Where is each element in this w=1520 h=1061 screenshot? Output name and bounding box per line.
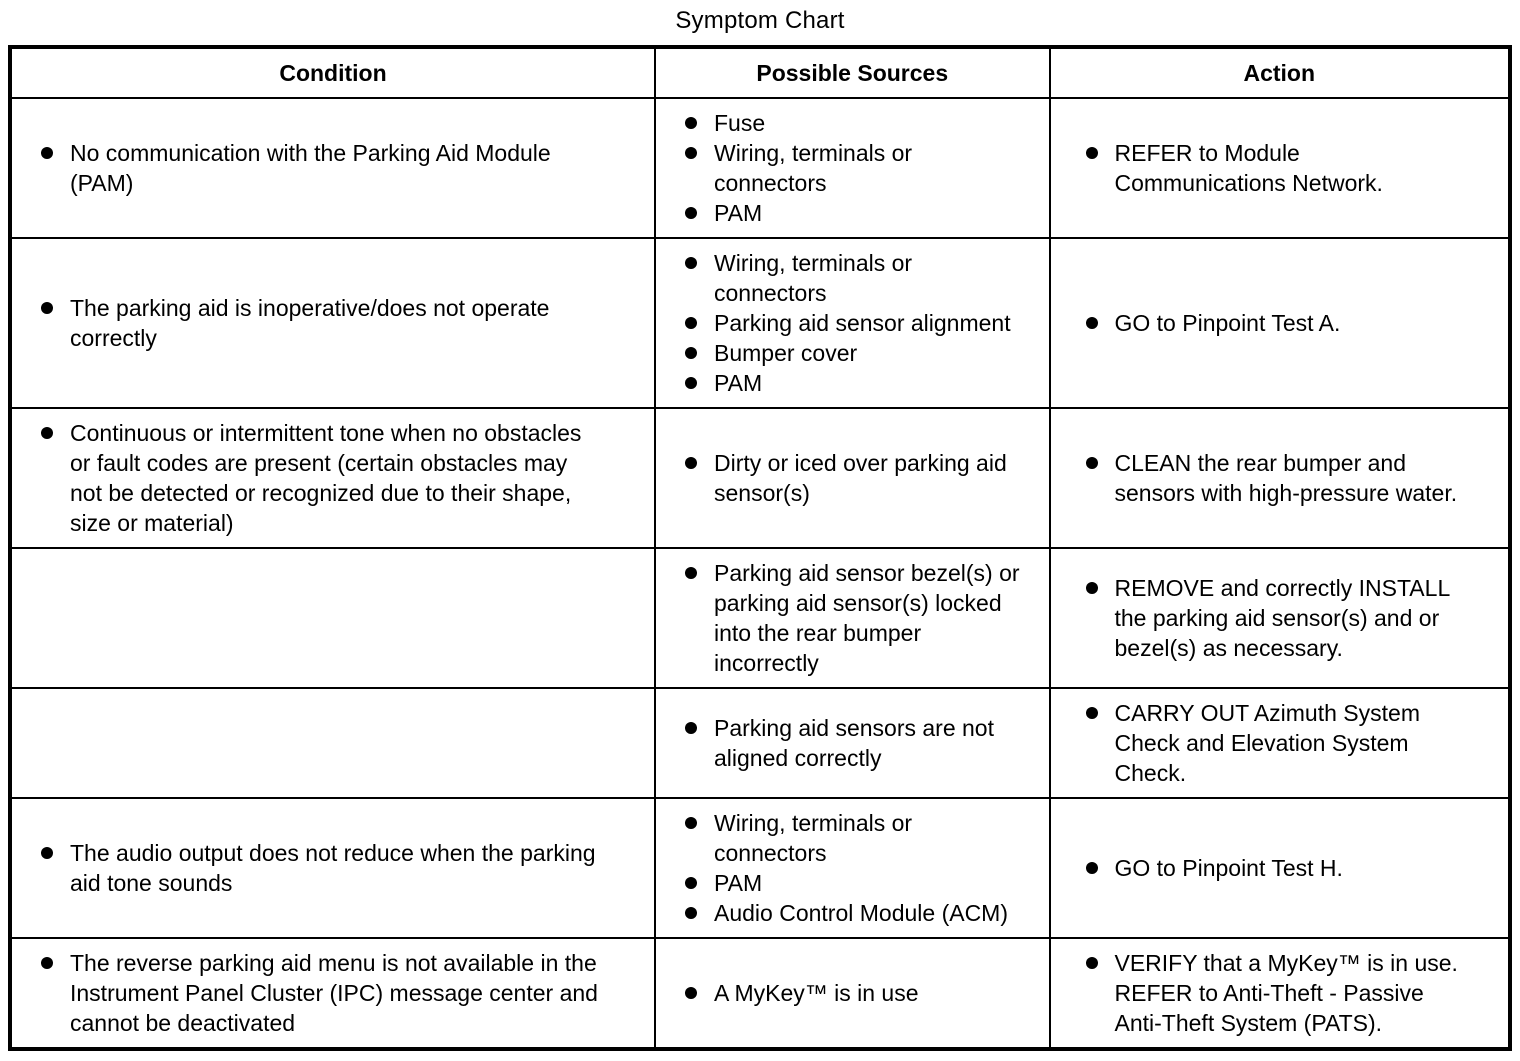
table-row bbox=[10, 98, 1510, 238]
sources-bullet-list bbox=[680, 108, 1025, 228]
cell-action bbox=[1050, 798, 1511, 938]
cell-condition bbox=[10, 238, 655, 408]
action-bullet-item: VERIFY that a MyKey™ is in use. REFER to Anti-Theft - Passive Anti-Theft System (PATS). bbox=[1081, 948, 1463, 1038]
cell-action bbox=[1050, 238, 1511, 408]
sources-bullet-item: Parking aid sensors are not aligned correctly bbox=[680, 713, 1025, 773]
condition-bullet-list bbox=[36, 138, 600, 198]
cell-condition bbox=[10, 98, 655, 238]
cell-action bbox=[1050, 938, 1511, 1049]
action-bullet-item: CARRY OUT Azimuth System Check and Elevation System Check. bbox=[1081, 698, 1463, 788]
sources-bullet-list bbox=[680, 558, 1025, 678]
table-row bbox=[10, 798, 1510, 938]
table-header bbox=[10, 47, 1510, 98]
header-row bbox=[10, 47, 1510, 98]
cell-action bbox=[1050, 688, 1511, 798]
sources-bullet-list bbox=[680, 448, 1025, 508]
action-bullet-list bbox=[1081, 138, 1463, 198]
sources-bullet-item: A MyKey™ is in use bbox=[680, 978, 1025, 1008]
sources-bullet-list bbox=[680, 978, 1025, 1008]
symptom-chart-table bbox=[8, 45, 1512, 1051]
sources-bullet-item: PAM bbox=[680, 368, 1025, 398]
cell-sources bbox=[655, 548, 1050, 688]
action-bullet-list bbox=[1081, 573, 1463, 663]
header-possible-sources: Possible Sources bbox=[655, 47, 1050, 98]
cell-sources bbox=[655, 238, 1050, 408]
table-row bbox=[10, 408, 1510, 548]
cell-action bbox=[1050, 98, 1511, 238]
action-bullet-list bbox=[1081, 853, 1463, 883]
cell-condition bbox=[10, 938, 655, 1049]
sources-bullet-list bbox=[680, 713, 1025, 773]
header-condition: Condition bbox=[10, 47, 655, 98]
cell-action bbox=[1050, 548, 1511, 688]
sources-bullet-item: Dirty or iced over parking aid sensor(s) bbox=[680, 448, 1025, 508]
table-body bbox=[10, 98, 1510, 1049]
sources-bullet-item: PAM bbox=[680, 868, 1025, 898]
table-row bbox=[10, 688, 1510, 798]
condition-bullet-item: The parking aid is inoperative/does not operate correctly bbox=[36, 293, 600, 353]
condition-bullet-list bbox=[36, 418, 600, 538]
action-bullet-item: REMOVE and correctly INSTALL the parking aid sensor(s) and or bezel(s) as necessary. bbox=[1081, 573, 1463, 663]
cell-sources bbox=[655, 938, 1050, 1049]
cell-sources bbox=[655, 408, 1050, 548]
cell-condition bbox=[10, 688, 655, 798]
condition-bullet-item: The reverse parking aid menu is not available in the Instrument Panel Cluster (IPC) message center and cannot be deactivated bbox=[36, 948, 600, 1038]
sources-bullet-item: Parking aid sensor alignment bbox=[680, 308, 1025, 338]
cell-sources bbox=[655, 98, 1050, 238]
sources-bullet-item: Wiring, terminals or connectors bbox=[680, 248, 1025, 308]
sources-bullet-item: Bumper cover bbox=[680, 338, 1025, 368]
action-bullet-item: GO to Pinpoint Test H. bbox=[1081, 853, 1463, 883]
action-bullet-list bbox=[1081, 448, 1463, 508]
action-bullet-item: GO to Pinpoint Test A. bbox=[1081, 308, 1463, 338]
condition-bullet-list bbox=[36, 293, 600, 353]
cell-condition bbox=[10, 798, 655, 938]
sources-bullet-item: Audio Control Module (ACM) bbox=[680, 898, 1025, 928]
action-bullet-item: CLEAN the rear bumper and sensors with high-pressure water. bbox=[1081, 448, 1463, 508]
condition-bullet-list bbox=[36, 948, 600, 1038]
condition-bullet-item: The audio output does not reduce when the parking aid tone sounds bbox=[36, 838, 600, 898]
cell-condition bbox=[10, 408, 655, 548]
condition-bullet-item: Continuous or intermittent tone when no obstacles or fault codes are present (certain obstacles may not be detected or recognized due to their shape, size or material) bbox=[36, 418, 600, 538]
table-row bbox=[10, 938, 1510, 1049]
cell-sources bbox=[655, 688, 1050, 798]
condition-bullet-item: No communication with the Parking Aid Module (PAM) bbox=[36, 138, 600, 198]
sources-bullet-list bbox=[680, 248, 1025, 398]
action-bullet-list bbox=[1081, 308, 1463, 338]
cell-action bbox=[1050, 408, 1511, 548]
action-bullet-item: REFER to Module Communications Network. bbox=[1081, 138, 1463, 198]
cell-sources bbox=[655, 798, 1050, 938]
header-action: Action bbox=[1050, 47, 1511, 98]
action-bullet-list bbox=[1081, 698, 1463, 788]
table-row bbox=[10, 238, 1510, 408]
sources-bullet-list bbox=[680, 808, 1025, 928]
sources-bullet-item: Fuse bbox=[680, 108, 1025, 138]
table-row bbox=[10, 548, 1510, 688]
action-bullet-list bbox=[1081, 948, 1463, 1038]
sources-bullet-item: Parking aid sensor bezel(s) or parking aid sensor(s) locked into the rear bumper incorrectly bbox=[680, 558, 1025, 678]
condition-bullet-list bbox=[36, 838, 600, 898]
sources-bullet-item: Wiring, terminals or connectors bbox=[680, 808, 1025, 868]
sources-bullet-item: PAM bbox=[680, 198, 1025, 228]
cell-condition bbox=[10, 548, 655, 688]
page-title: Symptom Chart bbox=[675, 7, 845, 34]
sources-bullet-item: Wiring, terminals or connectors bbox=[680, 138, 1025, 198]
